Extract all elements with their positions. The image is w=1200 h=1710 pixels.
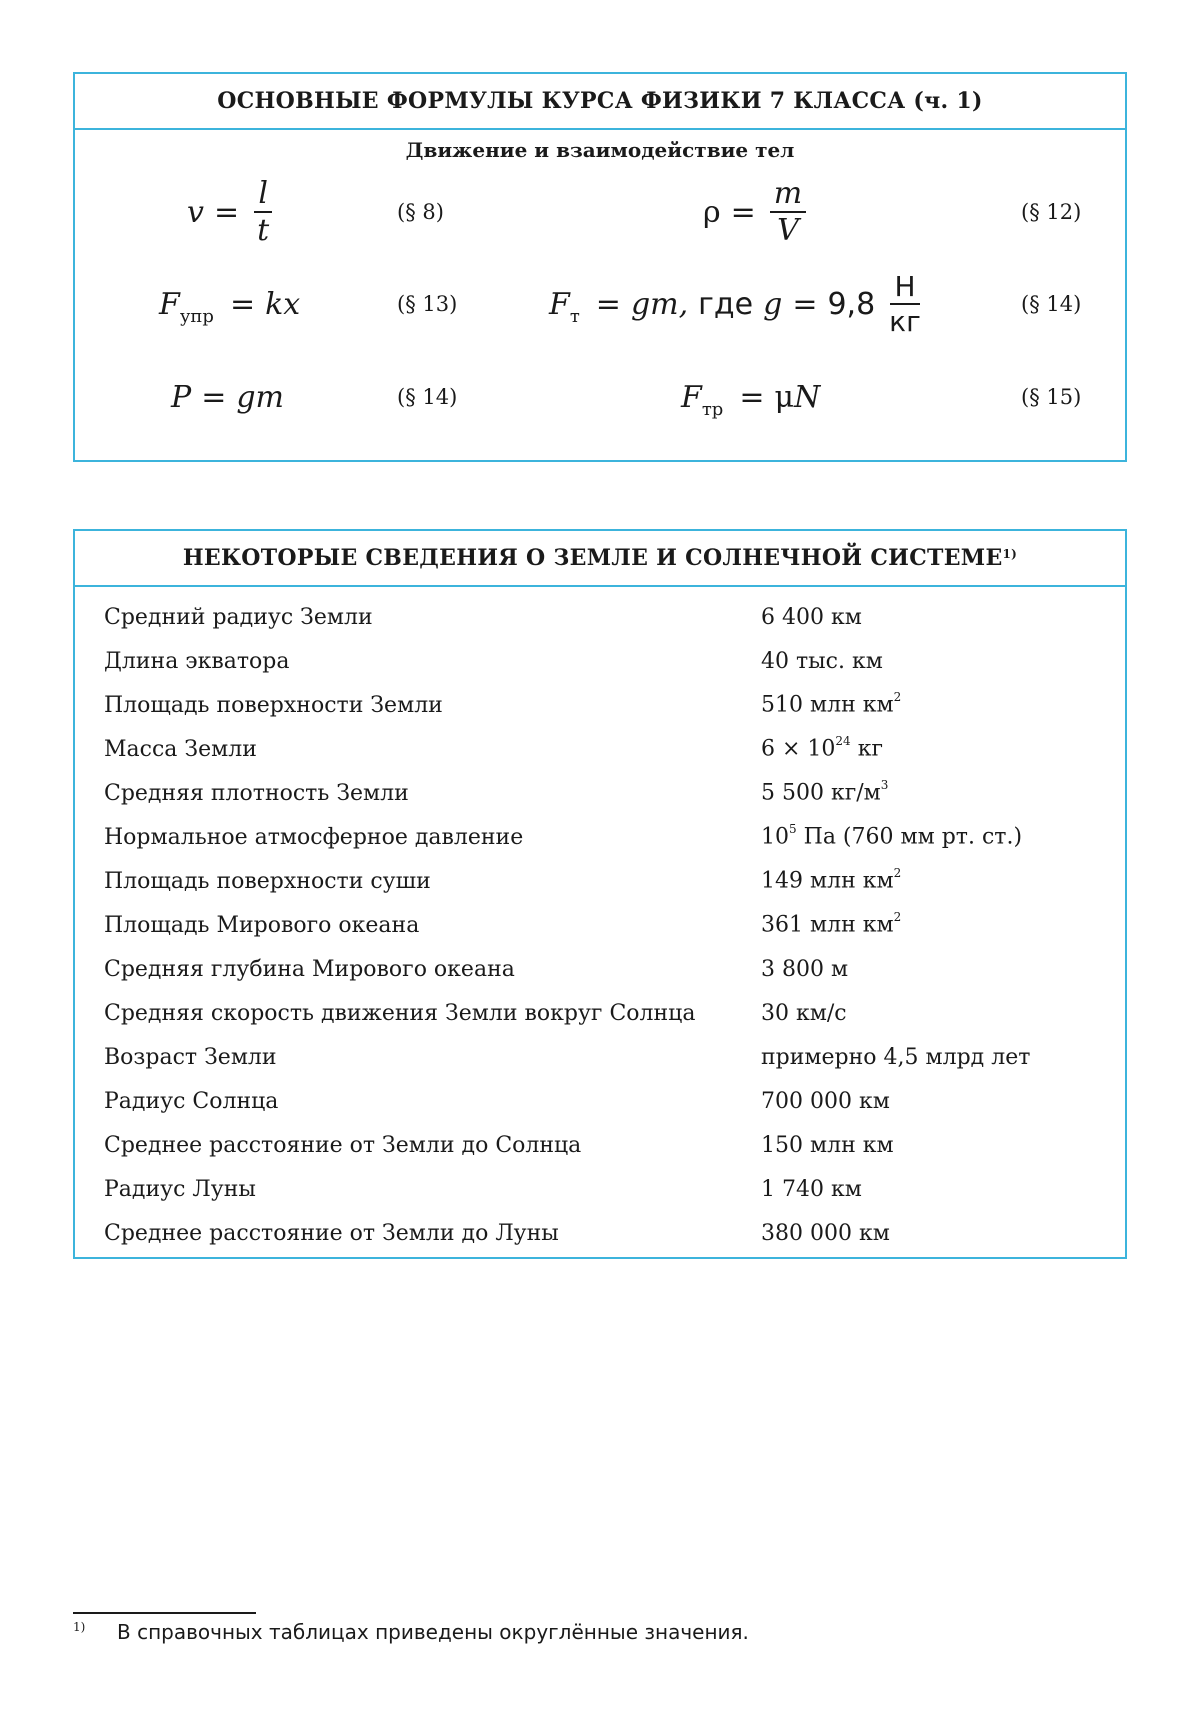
value-exponent: 24 [835,734,851,749]
row-value [761,605,862,630]
formula-ref: (§ 8) [397,200,444,224]
value-text: 1 740 км [761,1176,862,1202]
row-label: Среднее расстояние от Земли до Луны [104,1220,559,1246]
row-value [761,780,888,805]
table-row [75,727,1125,771]
value-text: 6 × 10 [761,736,836,762]
table-row [75,1123,1125,1167]
row-label: Площадь поверхности суши [104,868,431,894]
table-row [75,639,1125,683]
row-value [761,1089,890,1114]
formula-ref: (§ 12) [1021,200,1082,224]
row-label: Масса Земли [104,736,257,762]
value-text: 10 [761,824,789,850]
table-row [75,859,1125,903]
table-row [75,815,1125,859]
row-label: Среднее расстояние от Земли до Солнца [104,1132,582,1158]
value-exponent: 3 [880,778,889,793]
row-label: Средняя плотность Земли [104,780,409,806]
row-value [761,824,1022,849]
formulas-box [73,72,1127,462]
value-exponent: 2 [893,866,902,881]
value-text: 149 млн км [761,868,894,894]
row-value [761,912,901,937]
unit-fraction: $\frac{Н}{кг}$ [889,269,921,338]
value-text: 40 тыс. км [761,648,883,674]
value-text: 6 400 км [761,604,862,630]
value-text: 30 км/с [761,1000,847,1026]
formula-ref: (§ 14) [1021,292,1082,316]
table-row [75,991,1125,1035]
row-value [761,957,848,982]
fraction: $\frac{l}{t}$ [253,178,273,247]
value-text: 150 млн км [761,1132,894,1158]
table-row [75,683,1125,727]
value-text: 700 000 км [761,1088,890,1114]
row-label: Радиус Луны [104,1176,256,1202]
row-label: Длина экватора [104,648,290,674]
table-row [75,771,1125,815]
row-label: Средняя скорость движения Земли вокруг Солнца [104,1000,696,1026]
formula-weight: P = gm [171,379,284,415]
row-label: Средний радиус Земли [104,604,373,630]
table-row [75,1211,1125,1255]
row-value [761,649,883,674]
formula-ref: (§ 13) [397,292,458,316]
row-value [761,692,901,717]
earth-data-box [73,529,1127,1259]
table-row [75,903,1125,947]
row-value [761,868,901,893]
value-exponent: 5 [789,822,797,837]
formula-friction-force: F тр = μ N [681,379,821,420]
row-value [761,1221,890,1246]
row-value [761,1001,847,1026]
formula-row-3 [75,357,1125,437]
value-text: 361 млн км [761,912,894,938]
formula-density: ρ = $\frac{m}{V}$ [703,172,810,252]
row-value [761,1133,894,1158]
table-row [75,1079,1125,1123]
formula-row-2 [75,264,1125,344]
formula-ref: (§ 15) [1021,385,1082,409]
table-row [75,1035,1125,1079]
value-unit: Па (760 мм рт. ст.) [796,824,1023,850]
value-text: примерно 4,5 млрд лет [761,1044,1031,1070]
earth-data-table [75,587,1125,1255]
value-text: 380 000 км [761,1220,890,1246]
value-text: 5 500 кг/м [761,780,881,806]
row-value [761,1045,1030,1070]
row-label: Возраст Земли [104,1044,277,1070]
footnote-divider [73,1612,256,1614]
formula-elastic-force: F упр = kx [159,286,301,327]
table-row [75,595,1125,639]
formulas-subtitle: Движение и взаимодействие тел [405,138,795,162]
row-label: Площадь Мирового океана [104,912,420,938]
footnote-text: В справочных таблицах приведены округлённые значения. [117,1620,749,1644]
formula-row-1 [75,172,1125,252]
table-row [75,1167,1125,1211]
formula-gravity-force: F т = gm, где g = 9,8 $\frac{Н}{кг}$ [549,264,929,344]
row-label: Радиус Солнца [104,1088,279,1114]
footnote-ref: 1) [1002,547,1018,561]
row-label: Нормальное атмосферное давление [104,824,524,850]
value-exponent: 2 [893,910,902,925]
formula-ref: (§ 14) [397,385,458,409]
formulas-title: ОСНОВНЫЕ ФОРМУЛЫ КУРСА ФИЗИКИ 7 КЛАССА (ч. 1) [75,74,1125,130]
table-row [75,947,1125,991]
row-label: Площадь поверхности Земли [104,692,443,718]
row-value [761,1177,862,1202]
fraction: $\frac{m}{V}$ [770,178,806,247]
row-label: Средняя глубина Мирового океана [104,956,515,982]
value-unit: кг [850,736,883,762]
value-exponent: 2 [893,690,902,705]
formula-speed: v = $\frac{l}{t}$ [187,172,277,252]
earth-data-title: НЕКОТОРЫЕ СВЕДЕНИЯ О ЗЕМЛЕ И СОЛНЕЧНОЙ СИСТЕМЕ $^{1)}$ [75,531,1125,587]
value-text: 510 млн км [761,692,894,718]
value-text: 3 800 м [761,956,849,982]
row-value [761,736,883,761]
footnote-mark: 1) [73,1620,86,1634]
